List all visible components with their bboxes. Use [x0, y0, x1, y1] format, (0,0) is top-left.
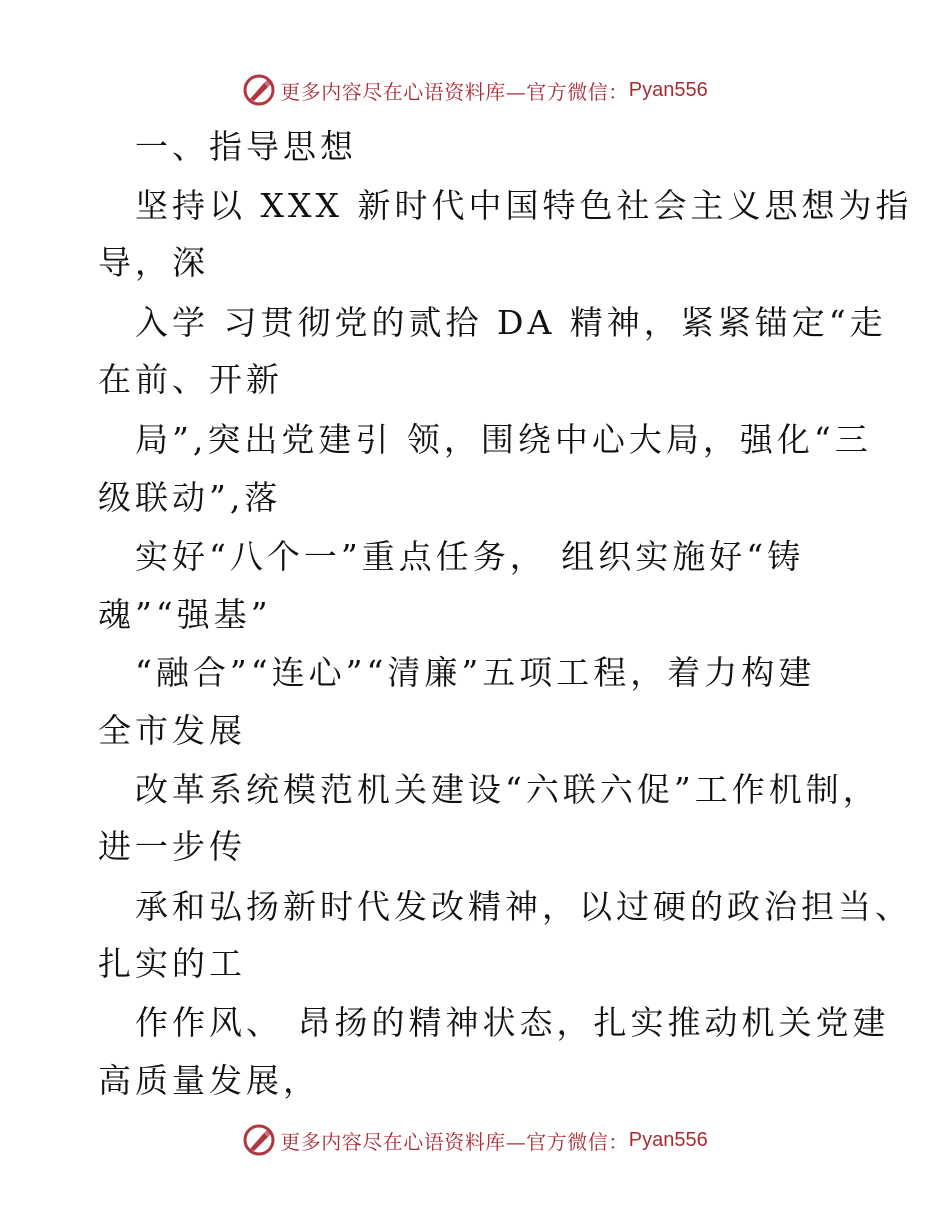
paragraph-line: 入学 习贯彻党的贰拾 DA 精神，紧紧锚定“走	[135, 303, 887, 342]
paragraph-line: 承和弘扬新时代发改精神，以过硬的政治担当、	[135, 887, 912, 926]
watermark-wechat-id: Pyan556	[628, 1128, 708, 1151]
paragraph-line: 在前、开新	[98, 360, 283, 399]
paragraph-line: 实好“八个一”重点任务， 组织实施好“铸	[135, 537, 805, 576]
paragraph-line: 作作风、 昂扬的精神状态，扎实推动机关党建	[135, 1003, 890, 1042]
paragraph-line: 局”,突出党建引 领，围绕中心大局，强化“三	[135, 420, 872, 459]
paragraph-line: 进一步传	[98, 827, 246, 866]
paragraph-line: 扎实的工	[98, 944, 246, 983]
watermark-text: 更多内容尽在心语资料库—官方微信：	[280, 79, 629, 104]
paragraph-line: 级联动”,落	[98, 478, 282, 517]
section-heading: 一、指导思想	[135, 127, 357, 166]
paragraph-line: 高质量发展，	[98, 1061, 320, 1100]
paragraph-line: 坚持以 XXX 新时代中国特色社会主义思想为指	[135, 186, 913, 225]
paragraph-line: 导，深	[98, 243, 209, 282]
pen-logo-icon	[242, 73, 276, 107]
footer-watermark	[0, 1120, 950, 1160]
watermark-text: 更多内容尽在心语资料库—官方微信：	[280, 1129, 629, 1154]
header-watermark	[0, 70, 950, 110]
pen-logo-icon	[242, 1123, 276, 1157]
watermark-wechat-id: Pyan556	[628, 78, 708, 101]
paragraph-line: 魂”“强基”	[98, 595, 272, 634]
paragraph-line: 改革系统模范机关建设“六联六促”工作机制，	[135, 770, 880, 809]
paragraph-line: 全市发展	[98, 711, 246, 750]
paragraph-line: “融合”“连心”“清廉”五项工程，着力构建	[135, 653, 816, 692]
